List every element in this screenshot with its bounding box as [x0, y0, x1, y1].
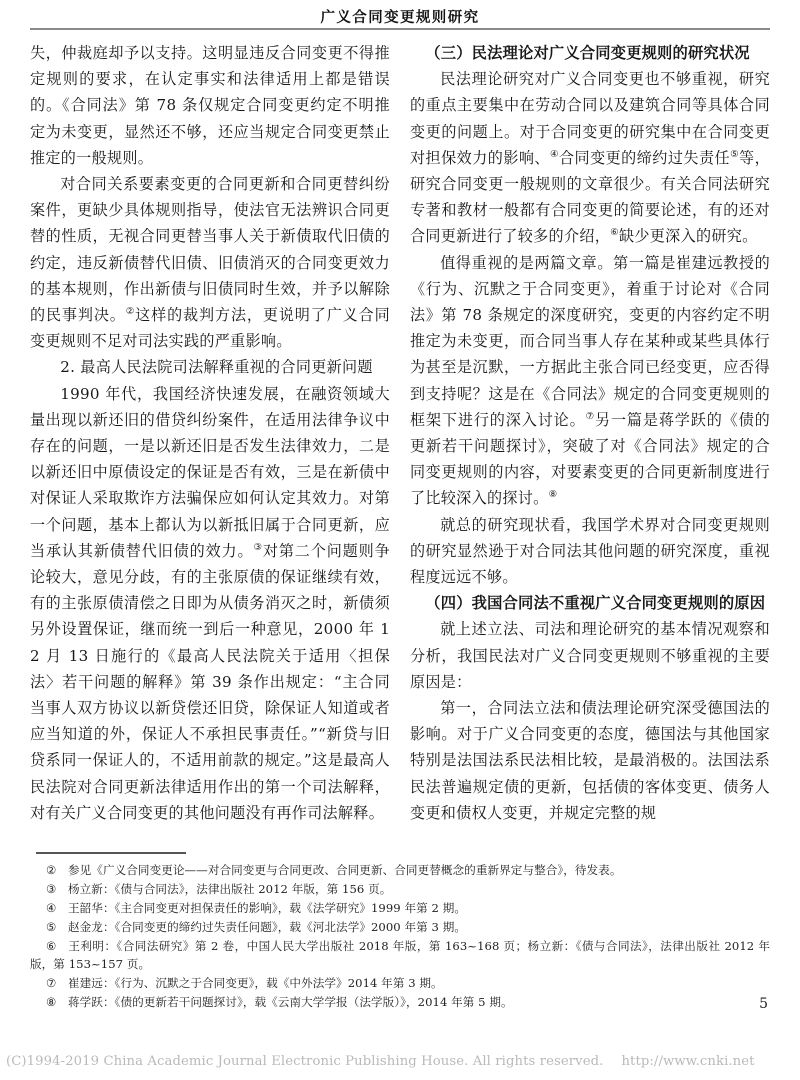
footnote-ref-2[interactable]: ②: [125, 306, 136, 317]
footnote-item: [30, 938, 770, 974]
footnote-item: [30, 975, 770, 993]
footnotes-list: [30, 862, 770, 1013]
paragraph: [410, 616, 770, 695]
paragraph: [410, 66, 770, 249]
cnki-footer: [6, 1054, 796, 1069]
header-divider: [30, 28, 770, 30]
running-head: [0, 6, 800, 27]
footnote-text: 杨立新：《债与合同法》，法律出版社 2012 年版，第 156 页。: [68, 881, 392, 896]
paragraph-text-cont: 对第二个问题则争论较大，意见分歧，有的主张原债的保证继续有效，有的主张原债清偿之日即为从债务消灭之时，新债须另外设置保证，继而统一到后一种意见，2000 年 12 月 13 日施行的《最高人民法院关于适用〈担保法〉若干问题的解释》第 39 条作出规定：“主合同当事人双方协议以新贷偿还旧贷，除保证人知道或者应当知道的外，保证人不承担民事责任。”“新贷与旧贷系同一保证人的，不适用前款的规定。”这是最高人民法院对合同更新法律适用作出的第一个司法解释，对有关广义合同变更的其他问题没有再作司法解释。: [30, 541, 390, 822]
paragraph-text: 就总的研究现状看，我国学术界对合同变更规则的研究显然逊于对合同法其他问题的研究深度，重视程度远远不够。: [410, 515, 770, 587]
footnote-ref[interactable]: ⑤: [730, 148, 740, 160]
footnote-marker: ⑤: [46, 919, 57, 934]
footnote-item: [30, 919, 770, 937]
footnote-ref[interactable]: ④: [549, 148, 559, 160]
footnote-text: 崔建远：《行为、沉默之于合同变更》，载《中外法学》2014 年第 3 期。: [68, 975, 443, 990]
footnote-divider: [36, 852, 186, 854]
footnote-ref[interactable]: ⑦: [585, 410, 595, 422]
footnote-item: [30, 994, 770, 1012]
footnote-text: 赵金龙：《合同变更的缔约过失责任问题》，载《河北法学》2000 年第 3 期。: [68, 919, 467, 934]
footnote-text: 王利明：《合同法研究》第 2 卷，中国人民大学出版社 2018 年版，第 163~168 页；杨立新：《债与合同法》，法律出版社 2012 年版，第 153~157 页。: [30, 938, 770, 971]
section-heading-three: （三）民法理论对广义合同变更规则的研究状况: [425, 44, 750, 62]
footnote-marker: ④: [46, 900, 57, 915]
paragraph-text: 1990 年代，我国经济快速发展，在融资领域大量出现以新还旧的借贷纠纷案件，在适用法律争议中存在的问题，一是以新还旧是否发生法律效力，二是以新还旧中原债设定的保证是否有效，三是在新债中对保证人采取欺诈方法骗保应如何认定其效力。对第一个问题，基本上都认为以新抵旧属于合同更新，应当承认其新债替代旧债的效力。: [30, 384, 390, 560]
footnote-ref-3[interactable]: ③: [253, 541, 263, 553]
footnote-text: 蒋学跃：《债的更新若干问题探讨》，载《云南大学学报（法学版）》，2014 年第 5 期。: [68, 994, 513, 1009]
footnote-marker: ③: [46, 881, 57, 896]
page-number: 5: [759, 996, 768, 1012]
paragraph: [30, 381, 390, 826]
paragraph-text: 等，研究合同变更一般规则的文章很少。有关合同法研究专著和教材一般都有合同变更的简要论述，有的还对合同更新进行了较多的介绍，: [410, 148, 770, 246]
paragraph-text: 对合同关系要素变更的合同更新和合同更替纠纷案件，更缺少具体规则指导，使法官无法辨识合同更替的性质，无视合同更替当事人关于新债取代旧债的约定，违反新债替代旧债、旧债消灭的合同变更效力的基本规则，作出新债与旧债同时生效，并予以解除的民事判决。: [30, 175, 390, 325]
paragraph-text: 合同变更的缔约过失责任: [558, 148, 731, 167]
copyright-text: (C)1994-2019 China Academic Journal Electronic Publishing House. All rights reserved.: [6, 1054, 604, 1069]
footnote-marker: ⑥: [46, 938, 57, 953]
footnote-marker: ⑧: [46, 994, 57, 1009]
paragraph: [410, 695, 770, 826]
paragraph-continuation: 失，仲裁庭却予以支持。这明显违反合同变更不得推定规则的要求，在认定事实和法律适用上都是错误的。《合同法》第 78 条仅规定合同变更约定不明推定为未变更，显然还不够，还应当规定合同变更禁止推定的一般规则。: [30, 44, 390, 167]
footnote-ref[interactable]: ⑧: [548, 489, 558, 501]
cnki-url[interactable]: http://www.cnki.net: [621, 1054, 755, 1069]
paragraph: [410, 250, 770, 512]
paragraph: [410, 512, 770, 591]
paragraph-text: 缺少更深入的研究。: [618, 227, 758, 246]
paragraph-text: 第一，合同法立法和债法理论研究深受德国法的影响。对于广义合同变更的态度，德国法与其他国家特别是法国法系民法相比较，是最消极的。法国法系民法普遍规定债的更新，包括债的客体变更、债务人变更和债权人变更，并规定完整的规: [410, 699, 770, 822]
right-column: [410, 40, 770, 845]
footnote-item: [30, 900, 770, 918]
paragraph-text: 值得重视的是两篇文章。第一篇是崔建远教授的《行为、沉默之于合同变更》，着重于讨论对《合同法》第 78 条规定的深度研究，变更的内容约定不明推定为未变更，而合同当事人存在某种或某些具体行为甚至是沉默，一方据此主张合同已经变更，应否得到支持呢？这是在《合同法》规定的合同变更规则的框架下进行的深入讨论。: [410, 253, 770, 429]
footnote-text: 参见《广义合同变更论——对合同变更与合同更改、合同更新、合同更替概念的重新界定与整合》，待发表。: [68, 863, 622, 877]
sub-heading-2: 2. 最高人民法院司法解释重视的合同更新问题: [60, 358, 373, 377]
footnote-item: [30, 862, 770, 880]
footnote-marker: ⑦: [46, 975, 57, 990]
paragraph-text: 另一篇是蒋学跃的《债的更新若干问题探讨》，突破了对《合同法》规定的合同变更规则的内容，对要素变更的合同更新制度进行了比较深入的探讨。: [410, 410, 770, 508]
footnote-text: 王韶华：《主合同变更对担保责任的影响》，载《法学研究》1999 年第 2 期。: [68, 900, 467, 915]
paragraph: [30, 171, 390, 354]
body-columns: [30, 40, 770, 845]
paragraph-text: 就上述立法、司法和理论研究的基本情况观察和分析，我国民法对广义合同变更规则不够重视的主要原因是：: [410, 620, 770, 691]
paragraph-text: 民法理论研究对广义合同变更也不够重视，研究的重点主要集中在劳动合同以及建筑合同等具体合同变更的问题上。对于合同变更的研究集中在合同变更对担保效力的影响、: [410, 70, 770, 167]
footnote-marker: ②: [46, 863, 57, 877]
left-column: [30, 40, 390, 845]
paragraph-text-cont: 这样的裁判方法，更说明了广义合同变更规则不足对司法实践的严重影响。: [30, 306, 390, 351]
section-heading-four: （四）我国合同法不重视广义合同变更规则的原因: [425, 594, 766, 613]
footnote-ref[interactable]: ⑥: [610, 227, 619, 239]
running-head-title: 广义合同变更规则研究: [320, 9, 480, 26]
footnote-item: [30, 881, 770, 899]
